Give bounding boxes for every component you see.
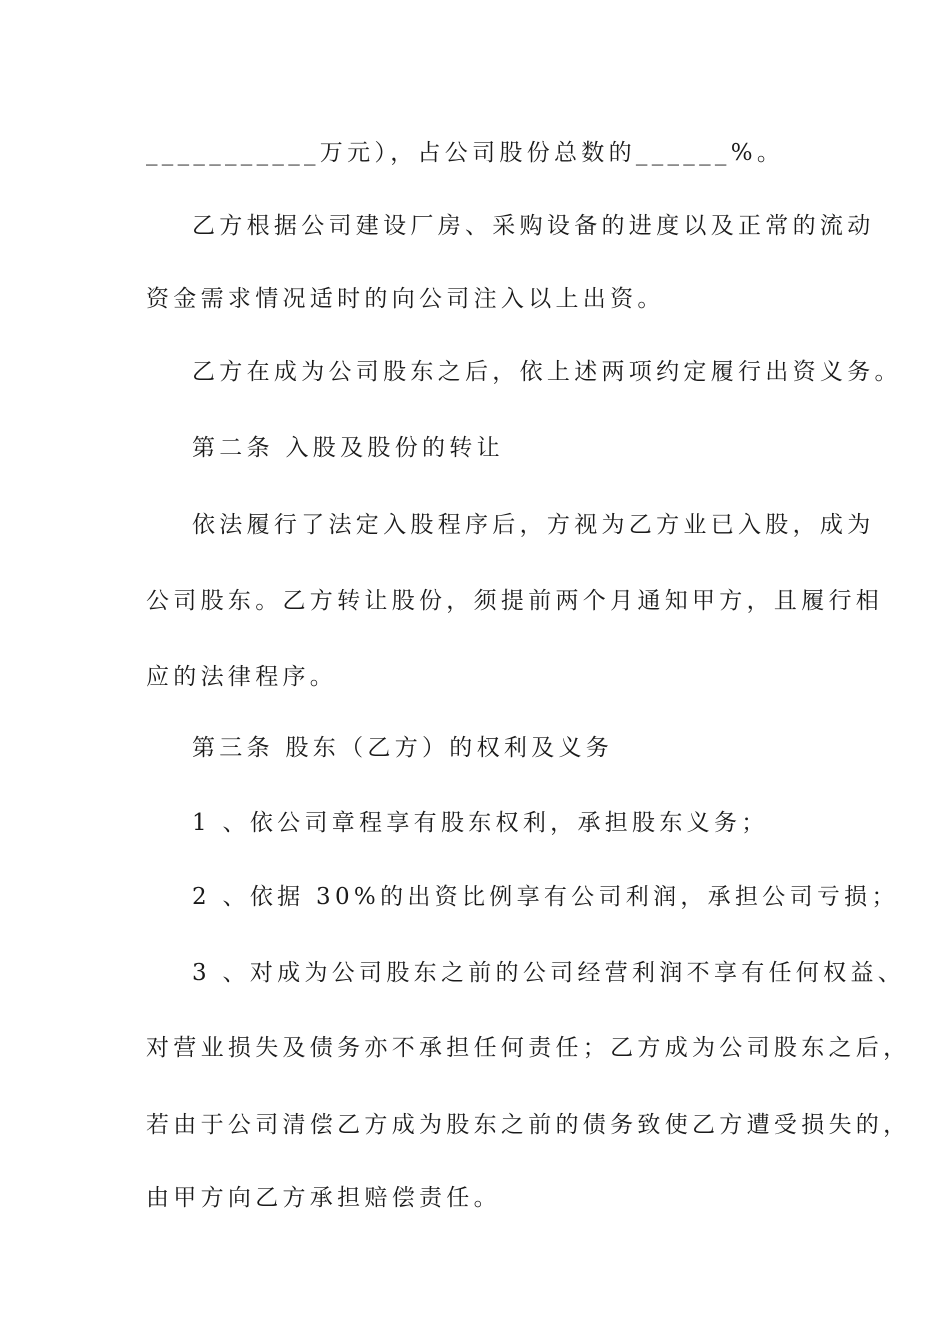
article-3-heading: 第三条 股东（乙方）的权利及义务 <box>192 735 614 761</box>
list-item-1: 1 、依公司章程享有股东权利，承担股东义务； <box>192 810 769 836</box>
text-line-7: 公司股东。乙方转让股份，须提前两个月通知甲方，且履行相 <box>146 588 884 614</box>
text-line-8: 应的法律程序。 <box>146 664 338 690</box>
text-line-2: 乙方根据公司建设厂房、采购设备的进度以及正常的流动 <box>192 213 875 239</box>
text-line-15: 由甲方向乙方承担赔偿责任。 <box>146 1185 501 1211</box>
text-line-1: ___________万元），占公司股份总数的______%。 <box>146 140 785 166</box>
text-line-3: 资金需求情况适时的向公司注入以上出资。 <box>146 286 665 312</box>
list-item-3: 3 、对成为公司股东之前的公司经营利润不享有任何权益、 <box>192 960 906 986</box>
text-line-4: 乙方在成为公司股东之后，依上述两项约定履行出资义务。 <box>192 359 902 385</box>
article-2-heading: 第二条 入股及股份的转让 <box>192 435 504 461</box>
list-item-2: 2 、依据 30%的出资比例享有公司利润，承担公司亏损； <box>192 884 899 910</box>
text-line-6: 依法履行了法定入股程序后，方视为乙方业已入股，成为 <box>192 512 875 538</box>
text-line-14: 若由于公司清偿乙方成为股东之前的债务致使乙方遭受损失的， <box>146 1112 911 1138</box>
text-line-13: 对营业损失及债务亦不承担任何责任；乙方成为公司股东之后， <box>146 1035 911 1061</box>
